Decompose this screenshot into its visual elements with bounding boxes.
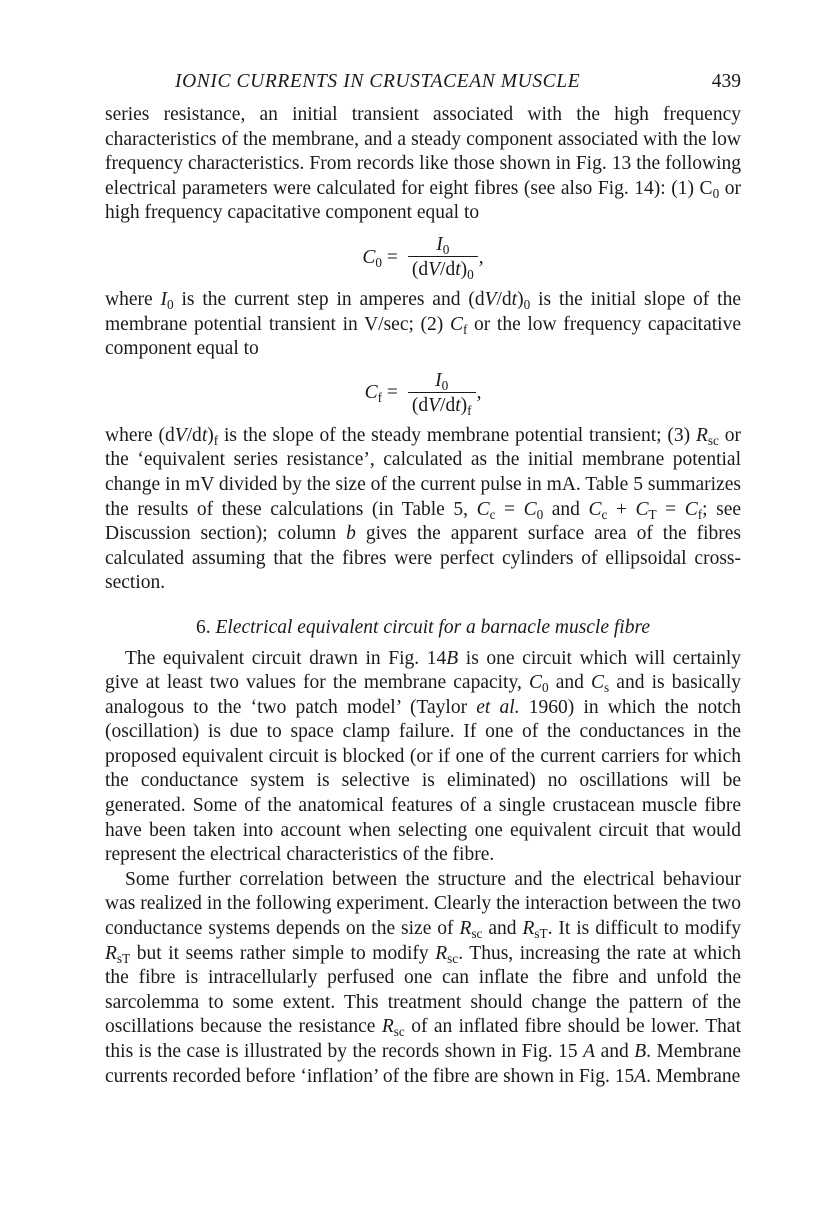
page-number: 439 <box>711 71 741 92</box>
equation-c0: $C_0$ = $\frac{I_0}{(dV/dt)_0}$ , <box>362 233 484 282</box>
fraction-denominator: $(dV/dt)_f$ <box>408 392 476 418</box>
paragraph-inflation-experiment: Some further correlation between the structure and the electrical behaviour was realized in the following experiment. Clearly the interaction between the two conductance systems depends on the size of $R_{sc}$ and $R_{sT}$. It is difficult to modify $R_{sT}$ but it seems rather simple to modify $R_{sc}$. Thus, increasing the rate at which the fibre is intracellularly perfused one can inflate the fibre and unfold the sarcolemma to some extent. This treatment should change the pattern of the oscillations because the resistance $R_{sc}$ of an inflated fibre should be lower. That this is the case is illustrated by the records shown in Fig. 15 A and B. Membrane currents recorded before ‘inflation’ of the fibre are shown in Fig. 15A. Membrane <box>105 868 742 1087</box>
equation-lhs: $C_f$ = <box>364 382 398 406</box>
equation-cf: $C_f$ = $\frac{I_0}{(dV/dt)_f}$ , <box>364 369 482 418</box>
fraction-numerator: $I_0$ <box>436 233 450 257</box>
page-header <box>105 68 741 96</box>
section-heading <box>105 616 741 641</box>
paragraph-capacitance-intro: series resistance, an initial transient associated with the high frequency characteristics of the membrane, and a steady component associated with the low frequency characteristics. From records like those shown in Fig. 13 the following electrical parameters were calculated for eight fibres (see also Fig. 14): (1) $C_0$ or high frequency capacitative component equal to <box>105 104 742 224</box>
paragraph-definitions: where $I_0$ is the current step in amperes and $(dV/dt)_0$ is the initial slope of the membrane potential transient in V/sec; (2) $C_f$ or the low frequency capacitative component equal to <box>105 288 741 360</box>
running-title: IONIC CURRENTS IN CRUSTACEAN MUSCLE <box>175 71 581 92</box>
fraction-numerator: $I_0$ <box>435 369 449 393</box>
equation-fraction <box>408 234 478 282</box>
fraction-denominator: $(dV/dt)_0$ <box>408 256 478 282</box>
equation-lhs: $C_0$ = <box>362 246 398 270</box>
paragraph-series-resistance: where $(dV/dt)_f$ is the slope of the steady membrane potential transient; (3) $R_{sc}$ or the ‘equivalent series resistance’, calculated as the initial membrane potential change in mV divided by the size of the current pulse in mA. Table 5 summarizes the results of these calculations (in Table 5, $C_c = C_0$ and $C_c + C_T = C_f$; see Discussion section); column b gives the apparent surface area of the fibres calculated assuming that the fibres were perfect cylinders of ellipsoidal cross-section. <box>105 424 742 594</box>
body-text <box>105 103 741 1089</box>
section-title: Electrical equivalent circuit for a barnacle muscle fibre <box>215 616 650 638</box>
section-number: 6. <box>196 616 211 638</box>
paragraph-equivalent-circuit: The equivalent circuit drawn in Fig. 14B is one circuit which will certainly give at least two values for the membrane capacity, $C_0$ and $C_s$ and is basically analogous to the ‘two patch model’ (Taylor et al. 1960) in which the notch (oscillation) is due to space clamp failure. If one of the conductances in the proposed equivalent circuit is blocked (or if one of the current carriers for which the conductance system is selective is eliminated) no oscillations will be generated. Some of the anatomical features of a single crustacean muscle fibre have been taken into account when selecting one equivalent circuit that would represent the electrical characteristics of the fibre. <box>105 647 742 866</box>
equation-fraction <box>408 370 476 418</box>
